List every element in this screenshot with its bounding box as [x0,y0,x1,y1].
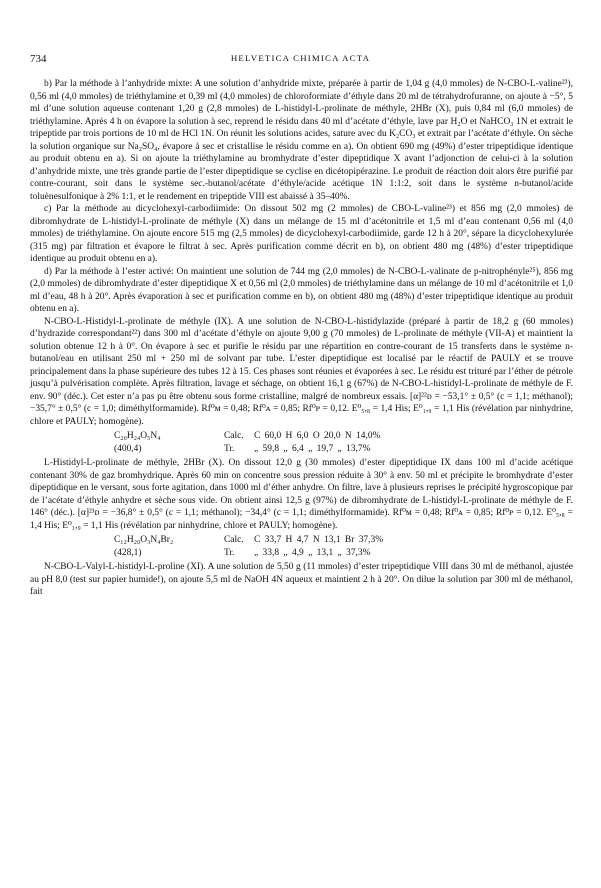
calc-values: C 33,7 H 4,7 N 13,1 Br 37,3% [254,535,384,545]
paragraph-compound-ix: N-CBO-L-Histidyl-L-prolinate de méthyle (IX). A une solution de N-CBO-L-histidylazide (préparé à partir de 18,2 g (60 mmoles) d’hydrazide correspondant²²) dans 300 ml d’acétate d’éthyle on ajoute 9,00 g (70 mmoles) de L-prolinate de méthyle (VII-A) et maintient la solution obtenue 12 h à 0°. On évapore à sec et purifie le résidu par une répartition en contre-courant de 15 transferts dans le système n-butanol/eau en utilisant 250 ml + 250 ml de solvant par tube. L’ester dipeptidique est localisé par le réactif de PAULY et se trouve principalement dans la phase supérieure des tubes 12 à 15. Ces phases sont réunies et évaporées à sec. Le résidu est trituré par l’éther de pétrole jusqu’à pulvérisation complète. Après filtration, lavage et séchage, on obtient 16,1 g (67%) de N-CBO-L-histidyl-L-prolinate de méthyle de F. env. 90° (déc.). Cet ester n’a pas pu être obtenu sous forme cristalline, malgré de nombreux essais. [α]²²ᴅ = −53,1° ± 0,5° (c = 1,1; méthanol); −35,7° ± 0,5° (c = 1,0; diméthylformamide). Rf⁰ᴍ = 0,48; Rf⁰ᴀ = 0,85; Rf⁰ᴘ = 0,12. E⁰₅,₈ = 1,4 His; E⁰₁,₉ = 1,1 His (révélation par ninhydrine, chlore et PAULY; homogène). [30,316,573,427]
elemental-analysis-x [30,534,573,559]
found-label: Tr. [224,443,235,454]
article-body [30,78,573,599]
calc-label: Calc. [224,431,244,441]
paragraph-carbodiimide: c) Par la méthode au dicyclohexyl-carbodiimide: On dissout 502 mg (2 mmoles) de CBO-L-valine²³) et 856 mg (2,0 mmoles) de dibromhydrate de L-histidyl-L-prolinate de méthyle (X) dans un mélange de 15 ml d’acétonitrile et 1,5 ml d’eau contenant 0,56 ml (4,0 mmoles) de triéthylamine. On ajoute encore 515 mg (2,5 mmoles) de dicyclohexyl-carbodiimide, garde 12 h à 20°, sépare la dicyclohexylurée (315 mg) par filtration et évapore le filtrat à sec. Après purification comme décrit en b), on obtient 480 mg (48%) d’ester tripeptidique identique au produit obtenu en a). [30,204,573,264]
paragraph-mixed-anhydride: b) Par la méthode à l’anhydride mixte: A une solution d’anhydride mixte, préparée à partir de 1,04 g (4,0 mmoles) de N-CBO-L-valine²³), 0,56 ml (4,0 mmoles) de triéthylamine et 0,39 ml (4,0 mmoles) de chloroformiate d’éthyle dans 20 ml de tétrahydrofuranne, on ajoute à −5°, 5 ml d’une solution aqueuse contenant 1,20 g (2,8 mmoles) de L-histidyl-L-prolinate de méthyle, 2HBr (X), puis 0,84 ml (6,0 mmoles) de triéthylamine. Après 4 h on évapore la solution à sec, reprend le résidu dans 40 ml d’acétate d’éthyle, lave par H₂O et NaHCO₃ 1N et extrait le tripeptide par trois portions de 10 ml de HCl 1N. On réunit les solutions acides, sature avec du K₂CO₃ et extrait par l’acétate d’éthyle. On sèche la solution organique sur Na₂SO₄, évapore à sec et cristallise le résidu comme en a). On obtient 690 mg (49%) d’ester tripeptidique identique au produit obtenu en a). Si on ajoute la triéthylamine au bromhydrate d’ester dipeptidique X avant l’adjonction de celui-ci à la solution d’anhydride mixte, une très grande partie de l’ester dipeptidique se cyclise en dicétopipérazine. Le produit de réaction doit alors être purifié par contre-courant, soit dans le système sec.-butanol/acétate d’éthyle/acide acétique 1N 1:1:2, soit dans le système n-butanol/acide toluènesulfonique à 2% 1:1, et le rendement en tripeptide VIII est abaissé à 35–40%. [30,79,573,202]
found-label: Tr. [224,547,235,558]
molecular-weight: (428,1) [114,547,142,558]
calc-values: C 60,0 H 6,0 O 20,0 N 14,0% [254,431,381,441]
found-values: „ 59,8 „ 6,4 „ 19,7 „ 13,7% [254,443,371,454]
formula: C₂₀H₂₄O₅N₄ [114,431,161,441]
paragraph-compound-xi: N-CBO-L-Valyl-L-histidyl-L-proline (XI). A une solution de 5,50 g (11 mmoles) d’ester tripeptidique VIII dans 30 ml de méthanol, ajustée au pH 8,0 (test sur papier humide!), on ajoute 5,5 ml de NaOH 4N aqueux et maintient 2 h à 20°. On dilue la solution par 300 ml de méthanol, fait [30,562,573,597]
calc-label: Calc. [224,535,244,545]
elemental-analysis-ix [30,430,573,455]
journal-title: HELVETICA CHIMICA ACTA [230,53,371,63]
molecular-weight: (400,4) [114,443,142,454]
found-values: „ 33,8 „ 4,9 „ 13,1 „ 37,3% [254,547,371,558]
formula: C₁₂H₂₀O₃N₄Br₂ [114,535,174,545]
paragraph-compound-x: L-Histidyl-L-prolinate de méthyle, 2HBr (X). On dissout 12,0 g (30 mmoles) d’ester dipeptidique IX dans 100 ml d’acide acétique contenant 30% de gaz bromhydrique. Après 60 min on concentre sous pression réduite à 30° à env. 50 ml et précipite le bromhydrate d’ester dipeptidique en le versant, sous forte agitation, dans 1000 ml d’éther anhydre. On filtre, lave à plusieurs reprises le précipité hygroscopique par de l’acétate d’éthyle anhydre et sèche sous vide. On obtient ainsi 12,5 g (97%) de dibromhydrate de L-histidyl-L-prolinate de méthyle de F. 146° (déc.). [α]²¹ᴅ = −36,8° ± 0,5° (c = 1,1; méthanol); −34,4° (c = 1,1; diméthylformamide). Rf⁰ᴍ = 0,48; Rf⁰ᴀ = 0,85; Rf⁰ᴘ = 0,12. E⁰₅,₈ = 1,4 His; E⁰₁,₉ = 1,1 His (révélation par ninhydrine, chlore et PAULY; homogène). [30,458,573,531]
page-header [30,53,571,67]
paragraph-activated-ester: d) Par la méthode à l’ester activé: On maintient une solution de 744 mg (2,0 mmoles) de N-CBO-L-valinate de p-nitrophényle²⁵), 856 mg (2,0 mmoles) de dibromhydrate d’ester dipeptidique X et 0,56 ml (2,0 mmoles) de triéthylamine dans un mélange de 10 ml d’acétonitrile et 1,0 ml d’eau, 48 h à 20°. Après évaporation à sec et purification comme en b), on obtient 480 mg (48%) d’ester tripeptidique identique au produit obtenu en a). [30,266,573,314]
page-number: 734 [30,53,47,65]
